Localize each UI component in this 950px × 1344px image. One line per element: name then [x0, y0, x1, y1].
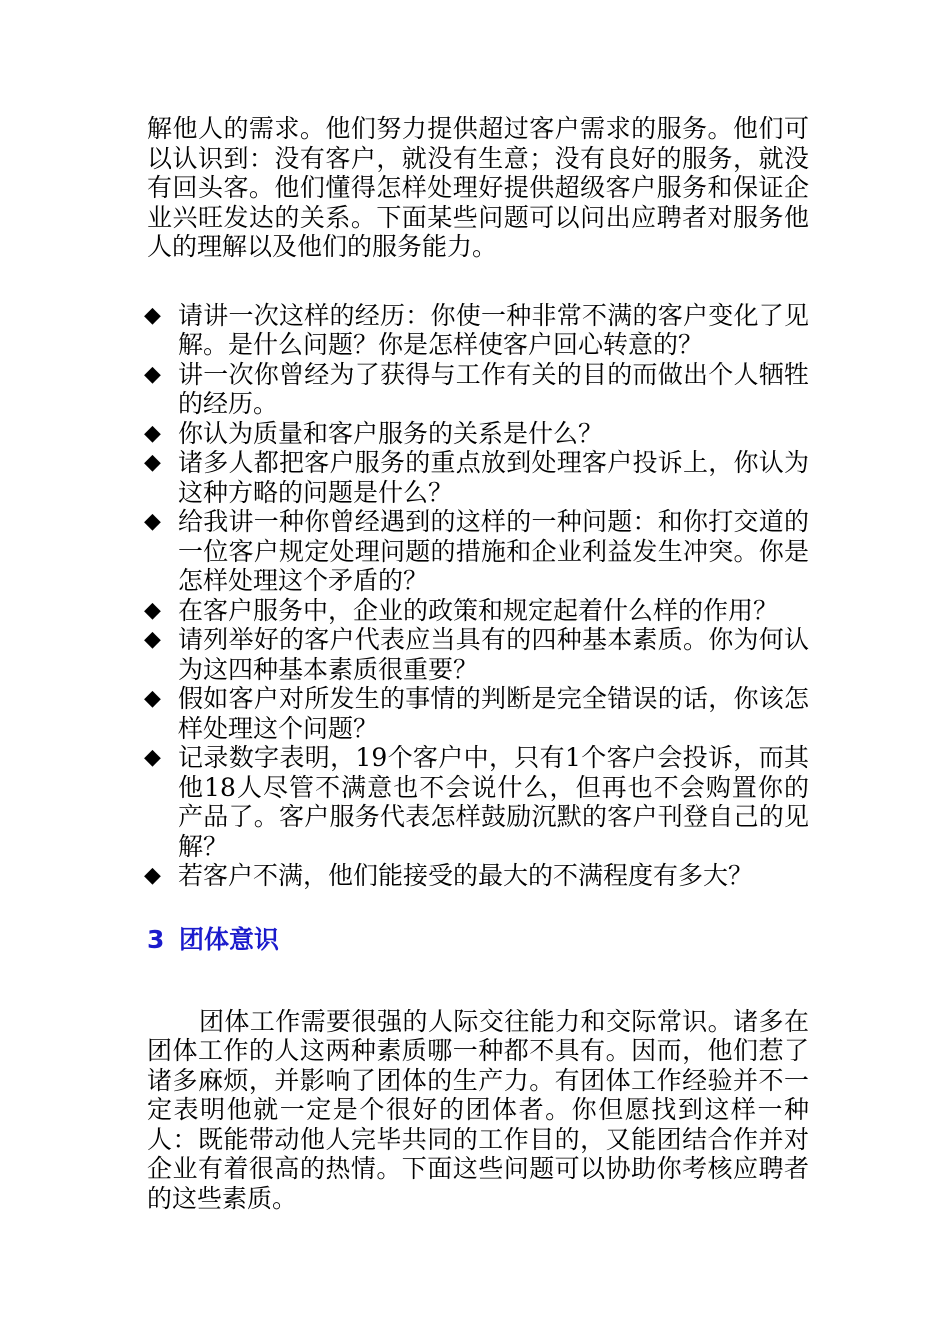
- document-page: [144, 114, 809, 1213]
- question-text: 给我讲一种你曾经遇到的这样的一种问题：和你打交道的一位客户规定处理问题的措施和企业利益发生冲突。你是怎样处理这个矛盾的？: [178, 507, 809, 595]
- diamond-bullet-icon: ◆: [144, 597, 161, 623]
- interview-question-list: [144, 300, 809, 891]
- diamond-bullet-icon: ◆: [144, 361, 161, 387]
- diamond-bullet-icon: ◆: [144, 420, 161, 446]
- question-text: 假如客户对所发生的事情的判断是完全错误的话，你该怎样处理这个问题？: [178, 684, 809, 743]
- diamond-bullet-icon: ◆: [144, 745, 161, 770]
- diamond-bullet-icon: ◆: [144, 509, 161, 534]
- question-item: [144, 625, 809, 684]
- diamond-bullet-icon: ◆: [144, 686, 161, 711]
- diamond-bullet-icon: ◆: [144, 863, 161, 888]
- question-item: [144, 359, 809, 419]
- question-text: 你认为质量和客户服务的关系是什么？: [178, 418, 604, 448]
- question-item: [144, 300, 809, 360]
- question-text: 若客户不满，他们能接受的最大的不满程度有多大？: [178, 861, 754, 890]
- section-heading: [147, 924, 809, 956]
- diamond-bullet-icon: ◆: [144, 627, 161, 652]
- intro-paragraph: 解他人的需求。他们努力提供超过客户需求的服务。他们可以认识到：没有客户，就没有生意；没有良好的服务，就没有回头客。他们懂得怎样处理好提供超级客户服务和保证企业兴旺发达的关系。下面某些问题可以问出应聘者对服务他人的理解以及他们的服务能力。: [147, 114, 809, 261]
- section-paragraph: 团体工作需要很强的人际交往能力和交际常识。诸多在团体工作的人这两种素质哪一种都不具有。因而，他们惹了诸多麻烦，并影响了团体的生产力。有团体工作经验并不一定表明他就一定是个很好的团体者。你但愿找到这样一种人：既能带动他人完毕共同的工作目的，又能团结合作并对企业有着很高的热情。下面这些问题可以协助你考核应聘者的这些素质。: [147, 1006, 809, 1213]
- question-item: [144, 595, 809, 626]
- question-text: 记录数字表明，19个客户中，只有1个客户会投诉，而其他18人尽管不满意也不会说什么，但再也不会购置你的产品了。客户服务代表怎样鼓励沉默的客户刊登自己的见解？: [178, 743, 809, 861]
- question-text: 请讲一次这样的经历：你使一种非常不满的客户变化了见解。是什么问题？你是怎样使客户回心转意的？: [178, 300, 809, 359]
- question-item: [144, 507, 809, 596]
- diamond-bullet-icon: ◆: [144, 302, 161, 328]
- question-item: [144, 448, 809, 507]
- question-item: [144, 861, 809, 891]
- diamond-bullet-icon: ◆: [144, 450, 161, 475]
- question-text: 讲一次你曾经为了获得与工作有关的目的而做出个人牺牲的经历。: [178, 359, 809, 418]
- section-number: 3: [147, 924, 165, 954]
- question-text: 在客户服务中，企业的政策和规定起着什么样的作用？: [178, 595, 779, 625]
- question-item: [144, 418, 809, 449]
- question-item: [144, 743, 809, 861]
- question-text: 诸多人都把客户服务的重点放到处理客户投诉上，你认为这种方略的问题是什么？: [178, 448, 809, 507]
- section-title: 团体意识: [179, 924, 280, 954]
- question-item: [144, 684, 809, 743]
- question-text: 请列举好的客户代表应当具有的四种基本素质。你为何认为这四种基本素质很重要？: [178, 625, 809, 684]
